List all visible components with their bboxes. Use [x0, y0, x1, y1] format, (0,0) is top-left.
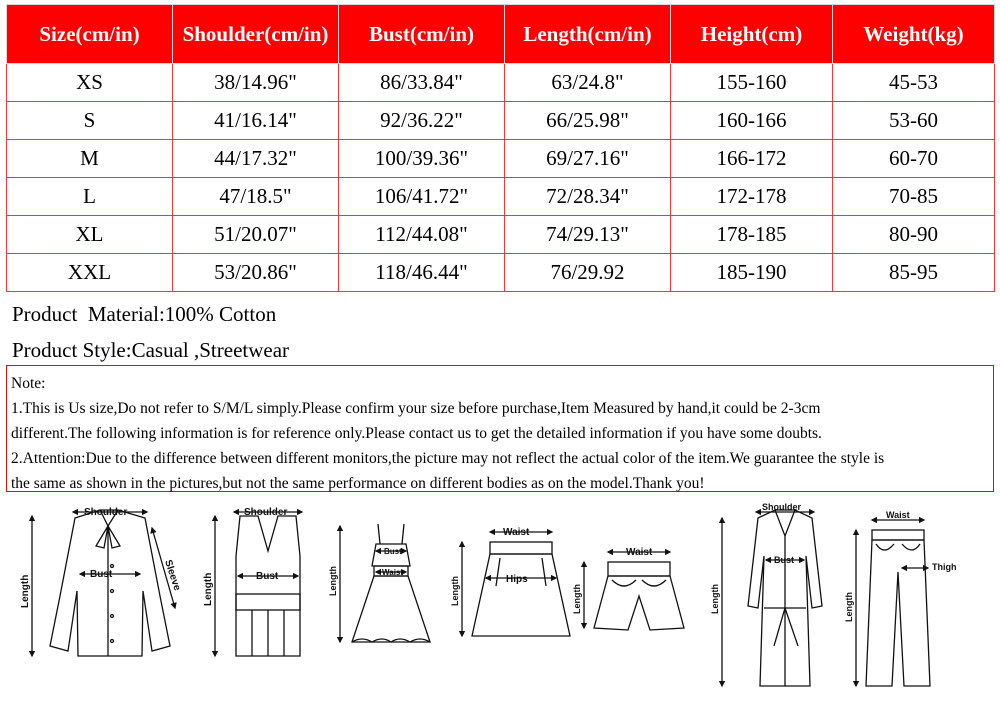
bust-label: Bust: [90, 569, 113, 580]
header-height: Height(cm): [671, 5, 833, 64]
table-row: [7, 254, 995, 292]
cell-shoulder: 44/17.32": [173, 140, 339, 178]
length-label: Length: [328, 566, 338, 596]
note-line: 2.Attention:Due to the difference between different monitors,the picture may not reflect the actual color of the item.We guarantee the style is: [11, 450, 885, 467]
length-label: Length: [450, 576, 460, 606]
cell-bust: 112/44.08": [339, 216, 505, 254]
cell-weight: 53-60: [833, 102, 995, 140]
bust-label: Bust: [774, 555, 794, 565]
waist-label: Waist: [886, 510, 910, 520]
note-title: Note:: [11, 375, 46, 392]
cell-length: 63/24.8": [505, 64, 671, 102]
shorts-diagram: [572, 547, 684, 630]
length-label: Length: [710, 584, 720, 614]
table-row: [7, 216, 995, 254]
cell-height: 166-172: [671, 140, 833, 178]
note-box: [6, 365, 994, 492]
cell-length: 72/28.34": [505, 178, 671, 216]
cell-size: XXL: [7, 254, 173, 292]
cell-size: XL: [7, 216, 173, 254]
thigh-label: Thigh: [932, 562, 957, 572]
cell-length: 76/29.92: [505, 254, 671, 292]
waist-label: Waist: [503, 527, 530, 538]
cell-weight: 85-95: [833, 254, 995, 292]
length-label: Length: [203, 572, 214, 606]
strap-dress-diagram: [328, 524, 430, 642]
header-bust: Bust(cm/in): [339, 5, 505, 64]
size-chart-table: [6, 4, 995, 292]
product-material: Product Material:100% Cotton: [12, 302, 277, 326]
cell-height: 155-160: [671, 64, 833, 102]
cell-shoulder: 53/20.86": [173, 254, 339, 292]
bust-label: Bust: [256, 571, 279, 582]
hips-label: Hips: [506, 574, 528, 585]
cell-shoulder: 38/14.96": [173, 64, 339, 102]
cell-weight: 60-70: [833, 140, 995, 178]
cell-size: XS: [7, 64, 173, 102]
cell-size: L: [7, 178, 173, 216]
cell-size: M: [7, 140, 173, 178]
cell-bust: 86/33.84": [339, 64, 505, 102]
cell-bust: 118/46.44": [339, 254, 505, 292]
cell-height: 185-190: [671, 254, 833, 292]
cell-shoulder: 41/16.14": [173, 102, 339, 140]
cell-shoulder: 51/20.07": [173, 216, 339, 254]
skirt-diagram: [450, 527, 570, 636]
tank-top-diagram: [203, 507, 302, 656]
shoulder-label: Shoulder: [84, 507, 128, 518]
cell-length: 66/25.98": [505, 102, 671, 140]
length-label: Length: [844, 592, 854, 622]
cell-length: 69/27.16": [505, 140, 671, 178]
trousers-diagram: [844, 510, 957, 686]
cell-height: 160-166: [671, 102, 833, 140]
measurement-diagrams: [0, 496, 1000, 700]
table-row: [7, 178, 995, 216]
header-size: Size(cm/in): [7, 5, 173, 64]
header-weight: Weight(kg): [833, 5, 995, 64]
header-shoulder: Shoulder(cm/in): [173, 5, 339, 64]
size-chart-header-row: [7, 5, 995, 64]
cell-bust: 92/36.22": [339, 102, 505, 140]
cell-weight: 80-90: [833, 216, 995, 254]
cell-weight: 70-85: [833, 178, 995, 216]
note-line: 1.This is Us size,Do not refer to S/M/L simply.Please confirm your size before purchase,Item Measured by hand,it could be 2-3cm: [11, 400, 821, 417]
bust-label: Bust: [384, 547, 402, 556]
waist-label: Waist: [626, 547, 653, 558]
trench-coat-diagram: [710, 502, 822, 686]
table-row: [7, 102, 995, 140]
waist-label: Waist: [382, 568, 404, 577]
shoulder-label: Shoulder: [244, 507, 288, 518]
note-line: different.The following information is for reference only.Please contact us to get the detailed information if you have some doubts.: [11, 425, 822, 442]
cell-height: 172-178: [671, 178, 833, 216]
cell-shoulder: 47/18.5": [173, 178, 339, 216]
table-row: [7, 140, 995, 178]
cell-height: 178-185: [671, 216, 833, 254]
length-label: Length: [20, 574, 31, 608]
length-label: Length: [572, 584, 582, 614]
note-line: the same as shown in the pictures,but not the same performance on different bodies as on the model.Thank you!: [11, 475, 705, 492]
cell-weight: 45-53: [833, 64, 995, 102]
sleeve-label: Sleeve: [162, 558, 183, 593]
cell-bust: 106/41.72": [339, 178, 505, 216]
cell-length: 74/29.13": [505, 216, 671, 254]
product-style: Product Style:Casual ,Streetwear: [12, 338, 290, 362]
blouse-diagram: [20, 507, 183, 656]
shoulder-label: Shoulder: [762, 502, 802, 512]
cell-bust: 100/39.36": [339, 140, 505, 178]
cell-size: S: [7, 102, 173, 140]
header-length: Length(cm/in): [505, 5, 671, 64]
table-row: [7, 64, 995, 102]
